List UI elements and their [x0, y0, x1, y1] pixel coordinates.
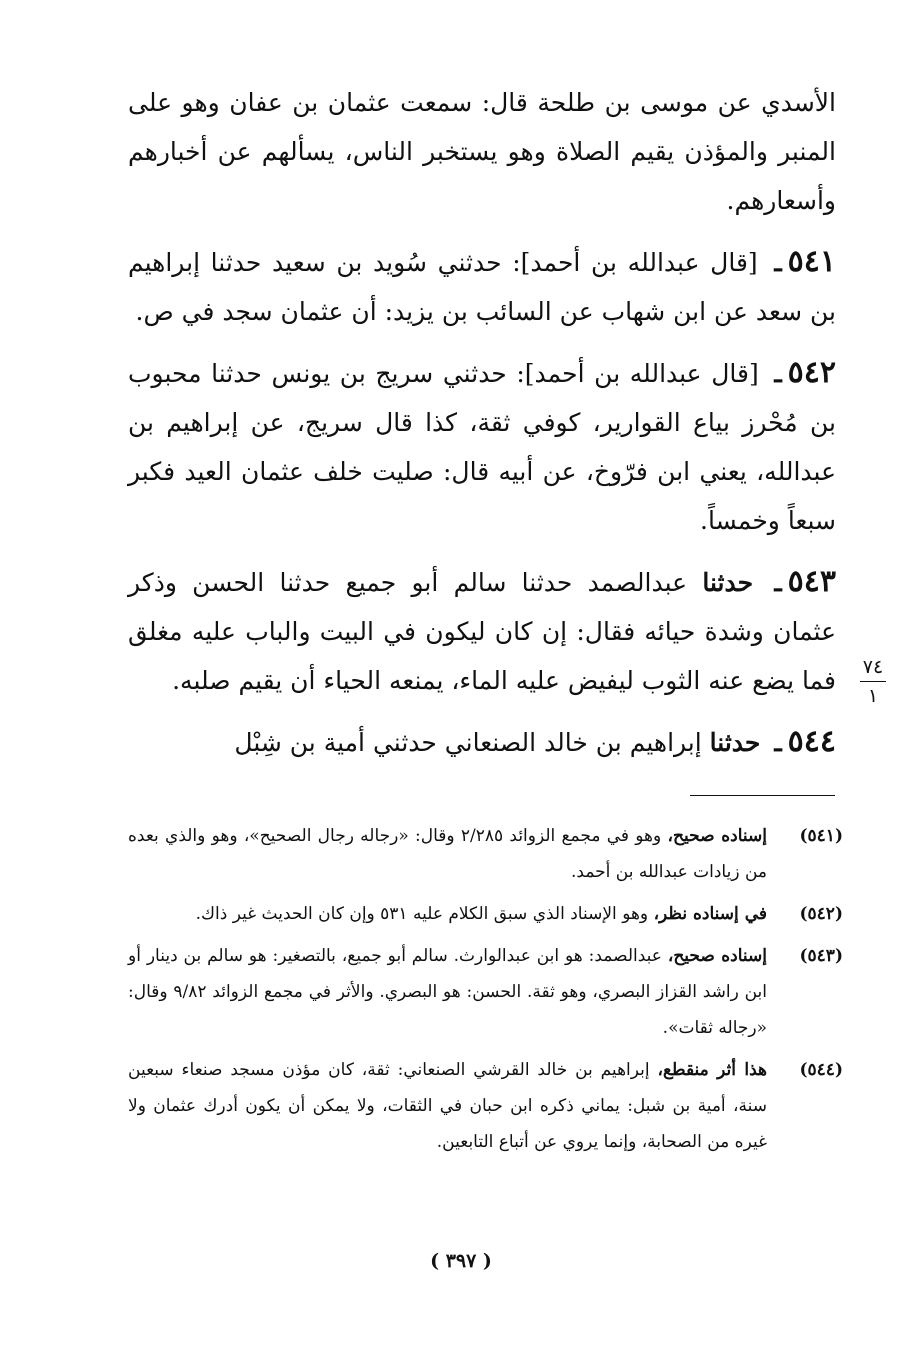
- footnote-grade: إسناده صحيح،: [667, 946, 767, 966]
- hadith-dash: ـ: [774, 728, 782, 757]
- hadith-text: [قال عبدالله بن أحمد]: حدثني سريج بن يونس حدثنا محبوب بن مُحْرز بياع القوارير، كوفي ثقة، كذا قال سريج، عن إبراهيم بن عبدالله، يعني ابن فرّوخ، عن أبيه قال: صليت خلف عثمان العيد فكبر سبعاً وخمساً.: [128, 359, 836, 535]
- hadith-text: إبراهيم بن خالد الصنعاني حدثني أمية بن شِبْل: [234, 728, 702, 757]
- hadith-text: [قال عبدالله بن أحمد]: حدثني سُويد بن سعيد حدثنا إبراهيم بن سعد عن ابن شهاب عن السائب بن يزيد: أن عثمان سجد في ص.: [128, 248, 836, 326]
- footnote-text: وهو في مجمع الزوائد ٢/٢٨٥ وقال: «رجاله رجال الصحيح»، وهو والذي بعده من زيادات عبدالله بن أحمد.: [128, 826, 767, 882]
- hadith-lead: حدثنا: [702, 568, 754, 597]
- footnote-541: [128, 818, 843, 890]
- footnote-grade: في إسناده نظر،: [653, 904, 767, 924]
- footnote-grade: إسناده صحيح،: [667, 826, 768, 846]
- page-number: ( ٣٩٧ ): [430, 1250, 492, 1272]
- hadith-dash: ـ: [774, 568, 782, 597]
- paragraph-continuation: الأسدي عن موسى بن طلحة قال: سمعت عثمان بن عفان وهو على المنبر والمؤذن يقيم الصلاة وهو يستخبر الناس، يسألهم عن أخبارهم وأسعارهم.: [128, 88, 836, 215]
- footnote-number: (٥٤١): [799, 826, 843, 846]
- hadith-number: ٥٤٣: [787, 564, 836, 599]
- main-text: [128, 78, 836, 779]
- hadith-text: عبدالصمد حدثنا سالم أبو جميع حدثنا الحسن وذكر عثمان وشدة حيائه فقال: إن كان ليكون في البيت والباب عليه مغلق فما يضع عنه الثوب ليفيض عليه الماء، يمنعه الحياء أن يقيم صلبه.: [128, 568, 836, 695]
- margin-reference-bottom: ١: [867, 685, 879, 707]
- footnote-text: وهو الإسناد الذي سبق الكلام عليه ٥٣١ وإن كان الحديث غير ذاك.: [195, 904, 649, 924]
- margin-reference: [858, 656, 888, 707]
- footnote-542: [128, 896, 843, 932]
- footnote-543: [128, 938, 843, 1046]
- hadith-number: ٥٤١: [787, 244, 836, 279]
- footnote-text: عبدالصمد: هو ابن عبدالوارث. سالم أبو جميع، بالتصغير: هو سالم بن دينار أو ابن راشد القزاز البصري، وهو ثقة. الحسن: هو البصري. والأثر في مجمع الزوائد ٩/٨٢ وقال: «رجاله ثقات».: [128, 946, 768, 1038]
- margin-reference-divider: [860, 681, 886, 682]
- footnote-number: (٥٤٤): [799, 1060, 843, 1080]
- hadith-lead: حدثنا: [709, 728, 761, 757]
- footnote-separator: [690, 795, 835, 796]
- footnotes: [128, 818, 843, 1166]
- footnote-grade: هذا أثر منقطع،: [657, 1060, 767, 1080]
- margin-reference-top: ٧٤: [862, 656, 884, 678]
- hadith-544: [128, 717, 836, 767]
- hadith-number: ٥٤٢: [787, 355, 836, 390]
- hadith-number: ٥٤٤: [787, 724, 836, 759]
- footnote-number: (٥٤٢): [799, 904, 843, 924]
- footnote-text: إبراهيم بن خالد القرشي الصنعاني: ثقة، كان مؤذن مسجد صنعاء سبعين سنة، أمية بن شبل: يماني ذكره ابن حبان في الثقات، ولا يمكن أن يكون أدرك عثمان ولا غيره من الصحابة، وإنما يروي عن أتباع التابعين.: [128, 1060, 767, 1152]
- hadith-543: [128, 557, 836, 705]
- footnote-544: [128, 1052, 843, 1160]
- hadith-542: [128, 348, 836, 545]
- hadith-dash: ـ: [774, 359, 782, 388]
- footnote-number: (٥٤٣): [799, 946, 843, 966]
- hadith-541: [128, 237, 836, 336]
- hadith-dash: ـ: [774, 248, 782, 277]
